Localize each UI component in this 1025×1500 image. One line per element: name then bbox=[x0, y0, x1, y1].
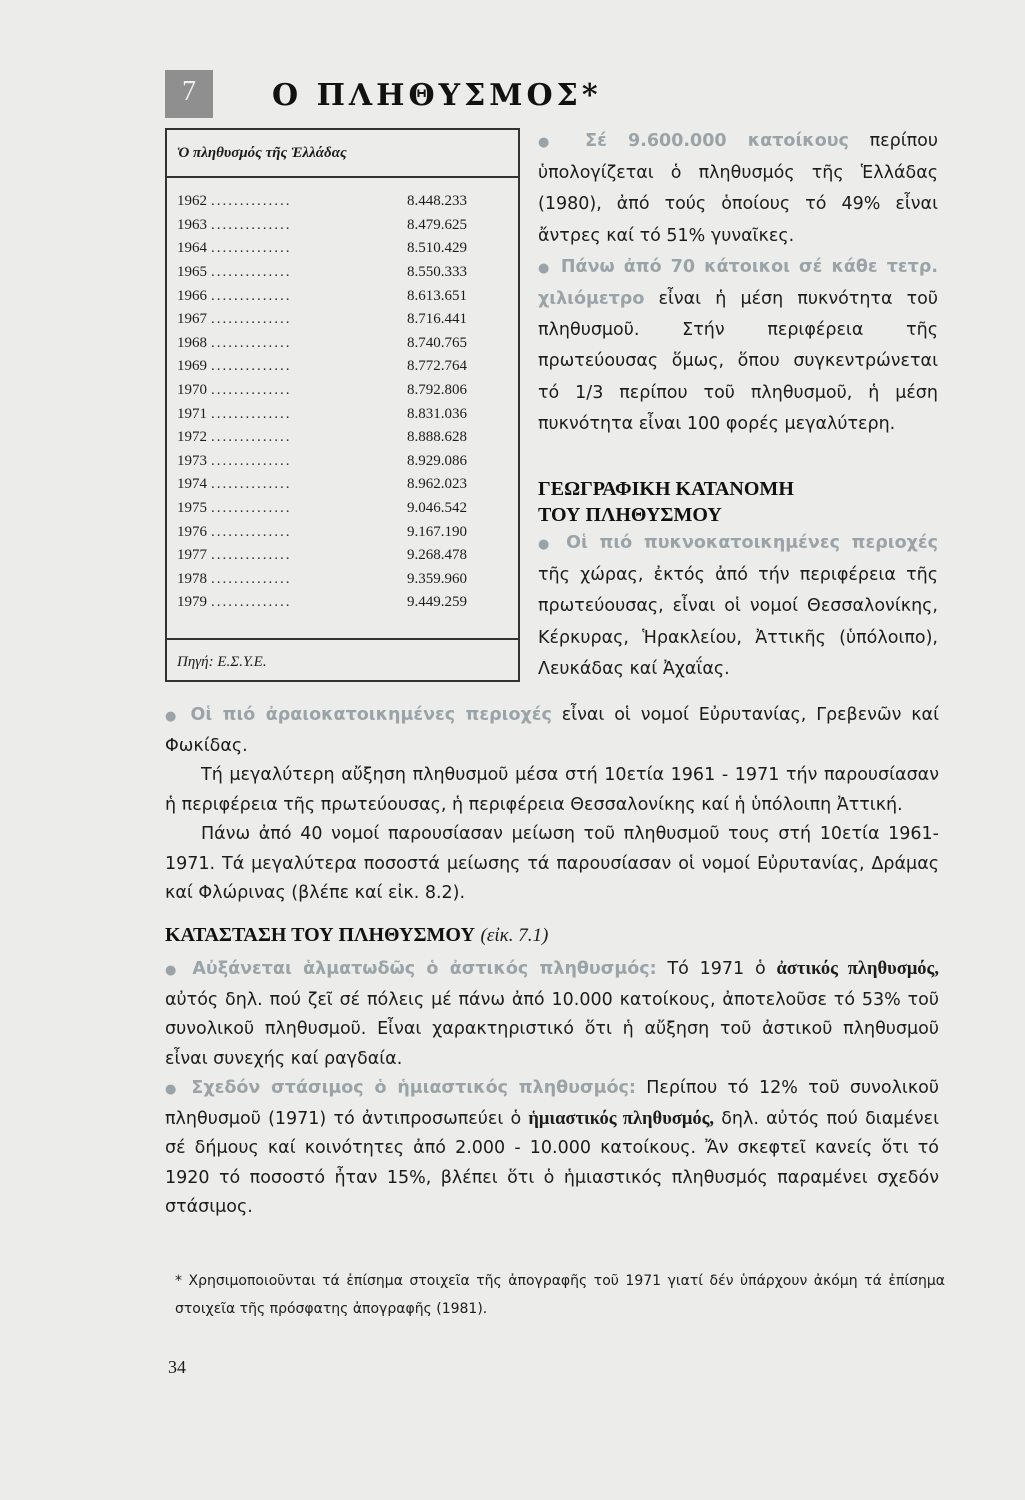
row-leader-dots: .............. bbox=[211, 240, 292, 257]
row-year: 1975 bbox=[177, 500, 207, 517]
row-leader-dots: .............. bbox=[211, 311, 292, 328]
row-value: 8.510.429 bbox=[407, 240, 467, 257]
highlight-phrase: Σχεδόν στάσιμος ὁ ἡμιαστικός πληθυσμός: bbox=[191, 1078, 636, 1098]
section-heading-geographic bbox=[538, 476, 938, 528]
section-heading-state bbox=[165, 921, 939, 952]
row-year: 1969 bbox=[177, 358, 207, 375]
bullet-icon: ● bbox=[538, 537, 555, 553]
highlight-phrase: Πάνω ἀπό 70 κάτοικοι σέ κάθε τετρ. χιλιόμετρο bbox=[538, 256, 939, 310]
row-value: 8.831.036 bbox=[407, 405, 467, 422]
paragraph-text: δηλ. αὐτός πού διαμένει σέ δήμους καί κοινότητες ἀπό 2.000 - 10.000 κατοίκους. Ἄν σκεφτεῖ κανείς ὅτι τό 1920 τό ποσοστό ἦταν 15%, βλέπει ὅτι ὁ ἡμιαστικός πληθυσμός παραμένει σχεδόν στάσιμος. bbox=[165, 1108, 939, 1217]
table-row bbox=[167, 426, 518, 450]
row-year: 1967 bbox=[177, 311, 207, 328]
paragraph-text: εἶναι οἱ νομοί Εὐρυτανίας, Γρεβενῶν καί Φωκίδας. bbox=[165, 705, 940, 756]
row-value: 8.448.233 bbox=[407, 193, 467, 210]
table-row bbox=[167, 520, 518, 544]
row-leader-dots: .............. bbox=[211, 452, 292, 469]
table-row bbox=[167, 237, 518, 261]
heading-text: ΚΑΤΑΣΤΑΣΗ ΤΟΥ ΠΛΗΘΥΣΜΟΥ bbox=[165, 923, 475, 946]
row-year: 1968 bbox=[177, 334, 207, 351]
paragraph-text: περίπου ὑπολογίζεται ὁ πληθυσμός τῆς Ἑλλάδας (1980), ἀπό τούς ὁποίους τό 49% εἶναι ἄντρες καί τό 51% γυναῖκες. bbox=[538, 131, 938, 246]
table-row bbox=[167, 261, 518, 285]
paragraph-population-total bbox=[538, 126, 938, 252]
bullet-icon: ● bbox=[165, 963, 182, 978]
table-source: Πηγή: Ε.Σ.Υ.Ε. bbox=[167, 638, 518, 680]
right-column bbox=[538, 126, 938, 685]
table-row bbox=[167, 190, 518, 214]
table-row bbox=[167, 544, 518, 568]
table-row bbox=[167, 591, 518, 615]
row-leader-dots: .............. bbox=[211, 594, 292, 611]
table-row bbox=[167, 450, 518, 474]
main-text bbox=[165, 701, 939, 1223]
paragraph-text: αὐτός δηλ. πού ζεῖ σέ πόλεις μέ πάνω ἀπό 10.000 κατοίκους, ἀποτελοῦσε τό 53% τοῦ συνολικοῦ πληθυσμοῦ. Εἶναι χαρακτηριστικό ὅτι ἡ αὔξηση τοῦ ἀστικοῦ πληθυσμοῦ εἶναι συνεχής καί ραγδαία. bbox=[165, 989, 939, 1069]
row-leader-dots: .............. bbox=[211, 287, 292, 304]
row-year: 1977 bbox=[177, 547, 207, 564]
row-value: 8.740.765 bbox=[407, 334, 467, 351]
row-leader-dots: .............. bbox=[211, 264, 292, 281]
row-leader-dots: .............. bbox=[211, 500, 292, 517]
footnote: * Χρησιμοποιοῦνται τά ἐπίσημα στοιχεῖα τῆς ἀπογραφῆς τοῦ 1971 γιατί δέν ὑπάρχουν ἀκόμη τά ἐπίσημα στοιχεῖα τῆς πρόσφατης ἀπογραφῆς (1981). bbox=[175, 1273, 945, 1317]
row-leader-dots: .............. bbox=[211, 523, 292, 540]
table-title: Ὁ πληθυσμός τῆς Ἑλλάδας bbox=[167, 130, 518, 178]
row-year: 1965 bbox=[177, 264, 207, 281]
row-leader-dots: .............. bbox=[211, 382, 292, 399]
row-value: 8.479.625 bbox=[407, 216, 467, 233]
table-row bbox=[167, 214, 518, 238]
paragraph-semi-urban bbox=[165, 1074, 939, 1223]
table-row bbox=[167, 473, 518, 497]
row-value: 9.167.190 bbox=[407, 523, 467, 540]
row-value: 8.550.333 bbox=[407, 264, 467, 281]
table-row bbox=[167, 332, 518, 356]
row-value: 8.792.806 bbox=[407, 382, 467, 399]
row-year: 1973 bbox=[177, 452, 207, 469]
paragraph-growth: Τή μεγαλύτερη αὔξηση πληθυσμοῦ μέσα στή 10ετία 1961 - 1971 τήν παρουσίασαν ἡ περιφέρεια τῆς πρωτεύουσας, ἡ περιφέρεια Θεσσαλονίκης καί ἡ ὑπόλοιπη Ἀττική. bbox=[165, 765, 939, 815]
row-year: 1963 bbox=[177, 216, 207, 233]
chapter-title: Ο ΠΛΗΘΥΣΜΟΣ* bbox=[272, 78, 602, 113]
row-value: 9.359.960 bbox=[407, 570, 467, 587]
row-year: 1974 bbox=[177, 476, 207, 493]
population-table bbox=[165, 128, 520, 682]
table-row bbox=[167, 568, 518, 592]
row-leader-dots: .............. bbox=[211, 405, 292, 422]
paragraph-text: τῆς χώρας, ἐκτός ἀπό τήν περιφέρεια τῆς πρωτεύουσας, εἶναι οἱ νομοί Θεσσαλονίκης, Κέρκυρας, Ἡρακλείου, Ἀττικῆς (ὑπόλοιπο), Λευκάδας καί Ἀχαΐας. bbox=[538, 565, 938, 679]
row-leader-dots: .............. bbox=[211, 193, 292, 210]
paragraph-decline: Πάνω ἀπό 40 νομοί παρουσίασαν μείωση τοῦ πληθυσμοῦ τους στή 10ετία 1961-1971. Τά μεγαλύτερα ποσοστά μείωσης τά παρουσίασαν οἱ νομοί Εὐρυτανίας, Δράμας καί Φλώρινας (βλέπε καί εἰκ. 8.2). bbox=[165, 824, 939, 903]
heading-line: ΤΟΥ ΠΛΗΘΥΣΜΟΥ bbox=[538, 504, 722, 527]
row-year: 1971 bbox=[177, 405, 207, 422]
chapter-number-badge: 7 bbox=[165, 70, 213, 118]
row-leader-dots: .............. bbox=[211, 216, 292, 233]
row-value: 9.046.542 bbox=[407, 500, 467, 517]
bullet-icon: ● bbox=[165, 1082, 182, 1097]
row-leader-dots: .............. bbox=[211, 570, 292, 587]
bullet-icon: ● bbox=[165, 709, 181, 724]
row-value: 8.772.764 bbox=[407, 358, 467, 375]
highlight-phrase: Οἱ πιό ἀραιοκατοικημένες περιοχές bbox=[190, 705, 552, 725]
table-row bbox=[167, 355, 518, 379]
row-leader-dots: .............. bbox=[211, 334, 292, 351]
row-year: 1972 bbox=[177, 429, 207, 446]
paragraph-dense-areas bbox=[538, 528, 938, 685]
row-value: 9.449.259 bbox=[407, 594, 467, 611]
table-row bbox=[167, 497, 518, 521]
row-year: 1978 bbox=[177, 570, 207, 587]
highlight-phrase: Οἱ πιό πυκνοκατοικημένες περιοχές bbox=[566, 533, 938, 554]
table-row bbox=[167, 379, 518, 403]
row-value: 8.962.023 bbox=[407, 476, 467, 493]
paragraph-text: Τό 1971 ὁ bbox=[656, 959, 777, 979]
row-leader-dots: .............. bbox=[211, 429, 292, 446]
row-value: 8.888.628 bbox=[407, 429, 467, 446]
row-value: 8.613.651 bbox=[407, 287, 467, 304]
bullet-icon: ● bbox=[538, 135, 565, 150]
page-number: 34 bbox=[168, 1357, 186, 1377]
bold-term: ἡμιαστικός πληθυσμός, bbox=[528, 1108, 715, 1129]
highlight-phrase: Σέ 9.600.000 κατοίκους bbox=[585, 131, 849, 151]
row-value: 9.268.478 bbox=[407, 547, 467, 564]
bullet-icon: ● bbox=[538, 260, 553, 276]
table-row bbox=[167, 308, 518, 332]
row-year: 1979 bbox=[177, 594, 207, 611]
row-year: 1970 bbox=[177, 382, 207, 399]
paragraph-text: εἶναι ἡ μέση πυκνότητα τοῦ πληθυσμοῦ. Στήν περιφέρεια τῆς πρωτεύουσας ὅμως, ὅπου συγκεντρώνεται τό 1/3 περίπου τοῦ πληθυσμοῦ, ἡ μέση πυκνότητα εἶναι 100 φορές μεγαλύτερη. bbox=[538, 289, 938, 434]
paragraph-urban bbox=[165, 955, 939, 1074]
row-year: 1976 bbox=[177, 523, 207, 540]
table-row bbox=[167, 284, 518, 308]
paragraph-text: Περίπου τό 12% τοῦ συνολικοῦ πληθυσμοῦ (1971) τό ἀντιπροσωπεύει ὁ bbox=[165, 1078, 939, 1129]
table-body bbox=[167, 178, 518, 615]
row-leader-dots: .............. bbox=[211, 476, 292, 493]
heading-line: ΓΕΩΓΡΑΦΙΚΗ ΚΑΤΑΝΟΜΗ bbox=[538, 478, 794, 501]
row-year: 1966 bbox=[177, 287, 207, 304]
highlight-phrase: Αὐξάνεται ἁλματωδῶς ὁ ἀστικός πληθυσμός: bbox=[192, 959, 657, 979]
row-value: 8.929.086 bbox=[407, 452, 467, 469]
row-leader-dots: .............. bbox=[211, 358, 292, 375]
row-value: 8.716.441 bbox=[407, 311, 467, 328]
bold-term: ἀστικός πληθυσμός, bbox=[776, 959, 939, 979]
row-year: 1962 bbox=[177, 193, 207, 210]
table-row bbox=[167, 402, 518, 426]
row-leader-dots: .............. bbox=[211, 547, 292, 564]
paragraph-sparse-areas bbox=[165, 701, 939, 761]
row-year: 1964 bbox=[177, 240, 207, 257]
paragraph-density bbox=[538, 252, 938, 440]
figure-reference: (εἰκ. 7.1) bbox=[480, 924, 549, 946]
